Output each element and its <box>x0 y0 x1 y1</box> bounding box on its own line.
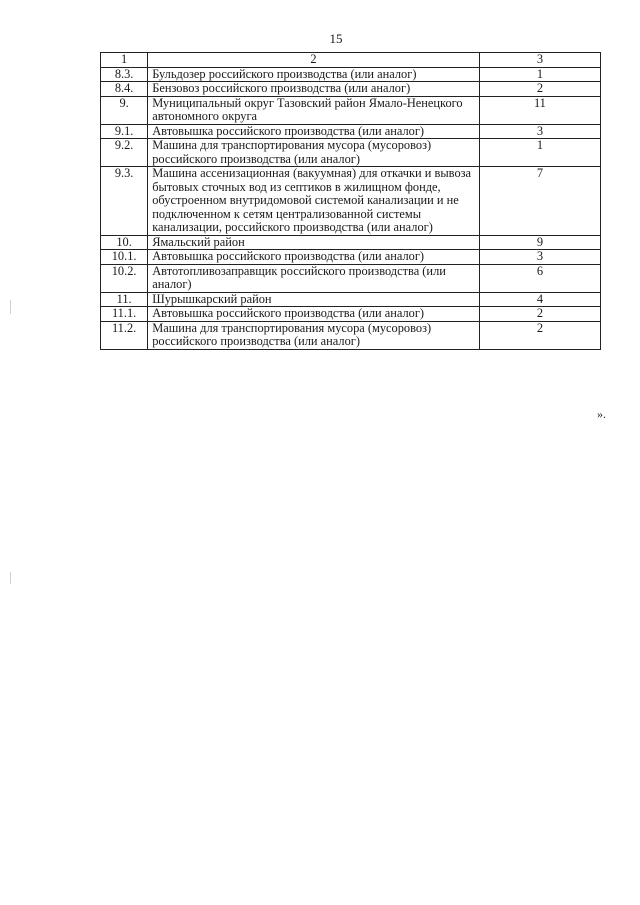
table-header-row <box>101 53 601 68</box>
row-number: 8.4. <box>101 82 148 97</box>
table-row <box>101 124 601 139</box>
row-quantity: 2 <box>479 321 600 349</box>
table-row <box>101 307 601 322</box>
row-name: Автовышка российского производства (или аналог) <box>148 124 480 139</box>
row-quantity: 3 <box>479 124 600 139</box>
row-quantity: 11 <box>479 96 600 124</box>
row-name: Автотопливозаправщик российского производства (или аналог) <box>148 264 480 292</box>
row-quantity: 4 <box>479 292 600 307</box>
scan-artifact <box>10 300 11 314</box>
table-row <box>101 67 601 82</box>
table-row <box>101 250 601 265</box>
table-row <box>101 321 601 349</box>
row-number: 10.2. <box>101 264 148 292</box>
row-quantity: 3 <box>479 250 600 265</box>
row-number: 11.2. <box>101 321 148 349</box>
row-number: 8.3. <box>101 67 148 82</box>
row-quantity: 2 <box>479 82 600 97</box>
row-name: Ямальский район <box>148 235 480 250</box>
row-number: 10. <box>101 235 148 250</box>
column-header-quantity: 3 <box>479 53 600 68</box>
row-name: Автовышка российского производства (или аналог) <box>148 250 480 265</box>
row-name: Машина для транспортирования мусора (мусоровоз) российского производства (или аналог) <box>148 139 480 167</box>
row-number: 10.1. <box>101 250 148 265</box>
scan-artifact <box>10 572 11 584</box>
row-name: Бульдозер российского производства (или аналог) <box>148 67 480 82</box>
vehicle-allocation-table <box>100 52 601 350</box>
table-row <box>101 292 601 307</box>
row-name: Бензовоз российского производства (или аналог) <box>148 82 480 97</box>
column-header-number: 1 <box>101 53 148 68</box>
row-quantity: 7 <box>479 167 600 236</box>
row-quantity: 1 <box>479 67 600 82</box>
row-number: 11. <box>101 292 148 307</box>
row-name: Машина для транспортирования мусора (мусоровоз) российского производства (или аналог) <box>148 321 480 349</box>
table-row <box>101 264 601 292</box>
row-quantity: 2 <box>479 307 600 322</box>
row-name: Шурышкарский район <box>148 292 480 307</box>
table-row <box>101 96 601 124</box>
row-number: 9. <box>101 96 148 124</box>
table-row <box>101 235 601 250</box>
row-quantity: 1 <box>479 139 600 167</box>
row-name: Машина ассенизационная (вакуумная) для откачки и вывоза бытовых сточных вод из септиков в жилищном фонде, обустроенном внутридомовой системой канализации и не подключенном к сетям централизованной системы канализации, российского производства (или аналог) <box>148 167 480 236</box>
row-number: 9.2. <box>101 139 148 167</box>
row-quantity: 9 <box>479 235 600 250</box>
row-number: 11.1. <box>101 307 148 322</box>
row-name: Автовышка российского производства (или аналог) <box>148 307 480 322</box>
table-row <box>101 167 601 236</box>
row-name: Муниципальный округ Тазовский район Ямало-Ненецкого автономного округа <box>148 96 480 124</box>
closing-quote-mark: ». <box>597 407 606 421</box>
column-header-name: 2 <box>148 53 480 68</box>
row-quantity: 6 <box>479 264 600 292</box>
table-row <box>101 139 601 167</box>
table-row <box>101 82 601 97</box>
row-number: 9.3. <box>101 167 148 236</box>
page-number: 15 <box>329 31 343 46</box>
row-number: 9.1. <box>101 124 148 139</box>
